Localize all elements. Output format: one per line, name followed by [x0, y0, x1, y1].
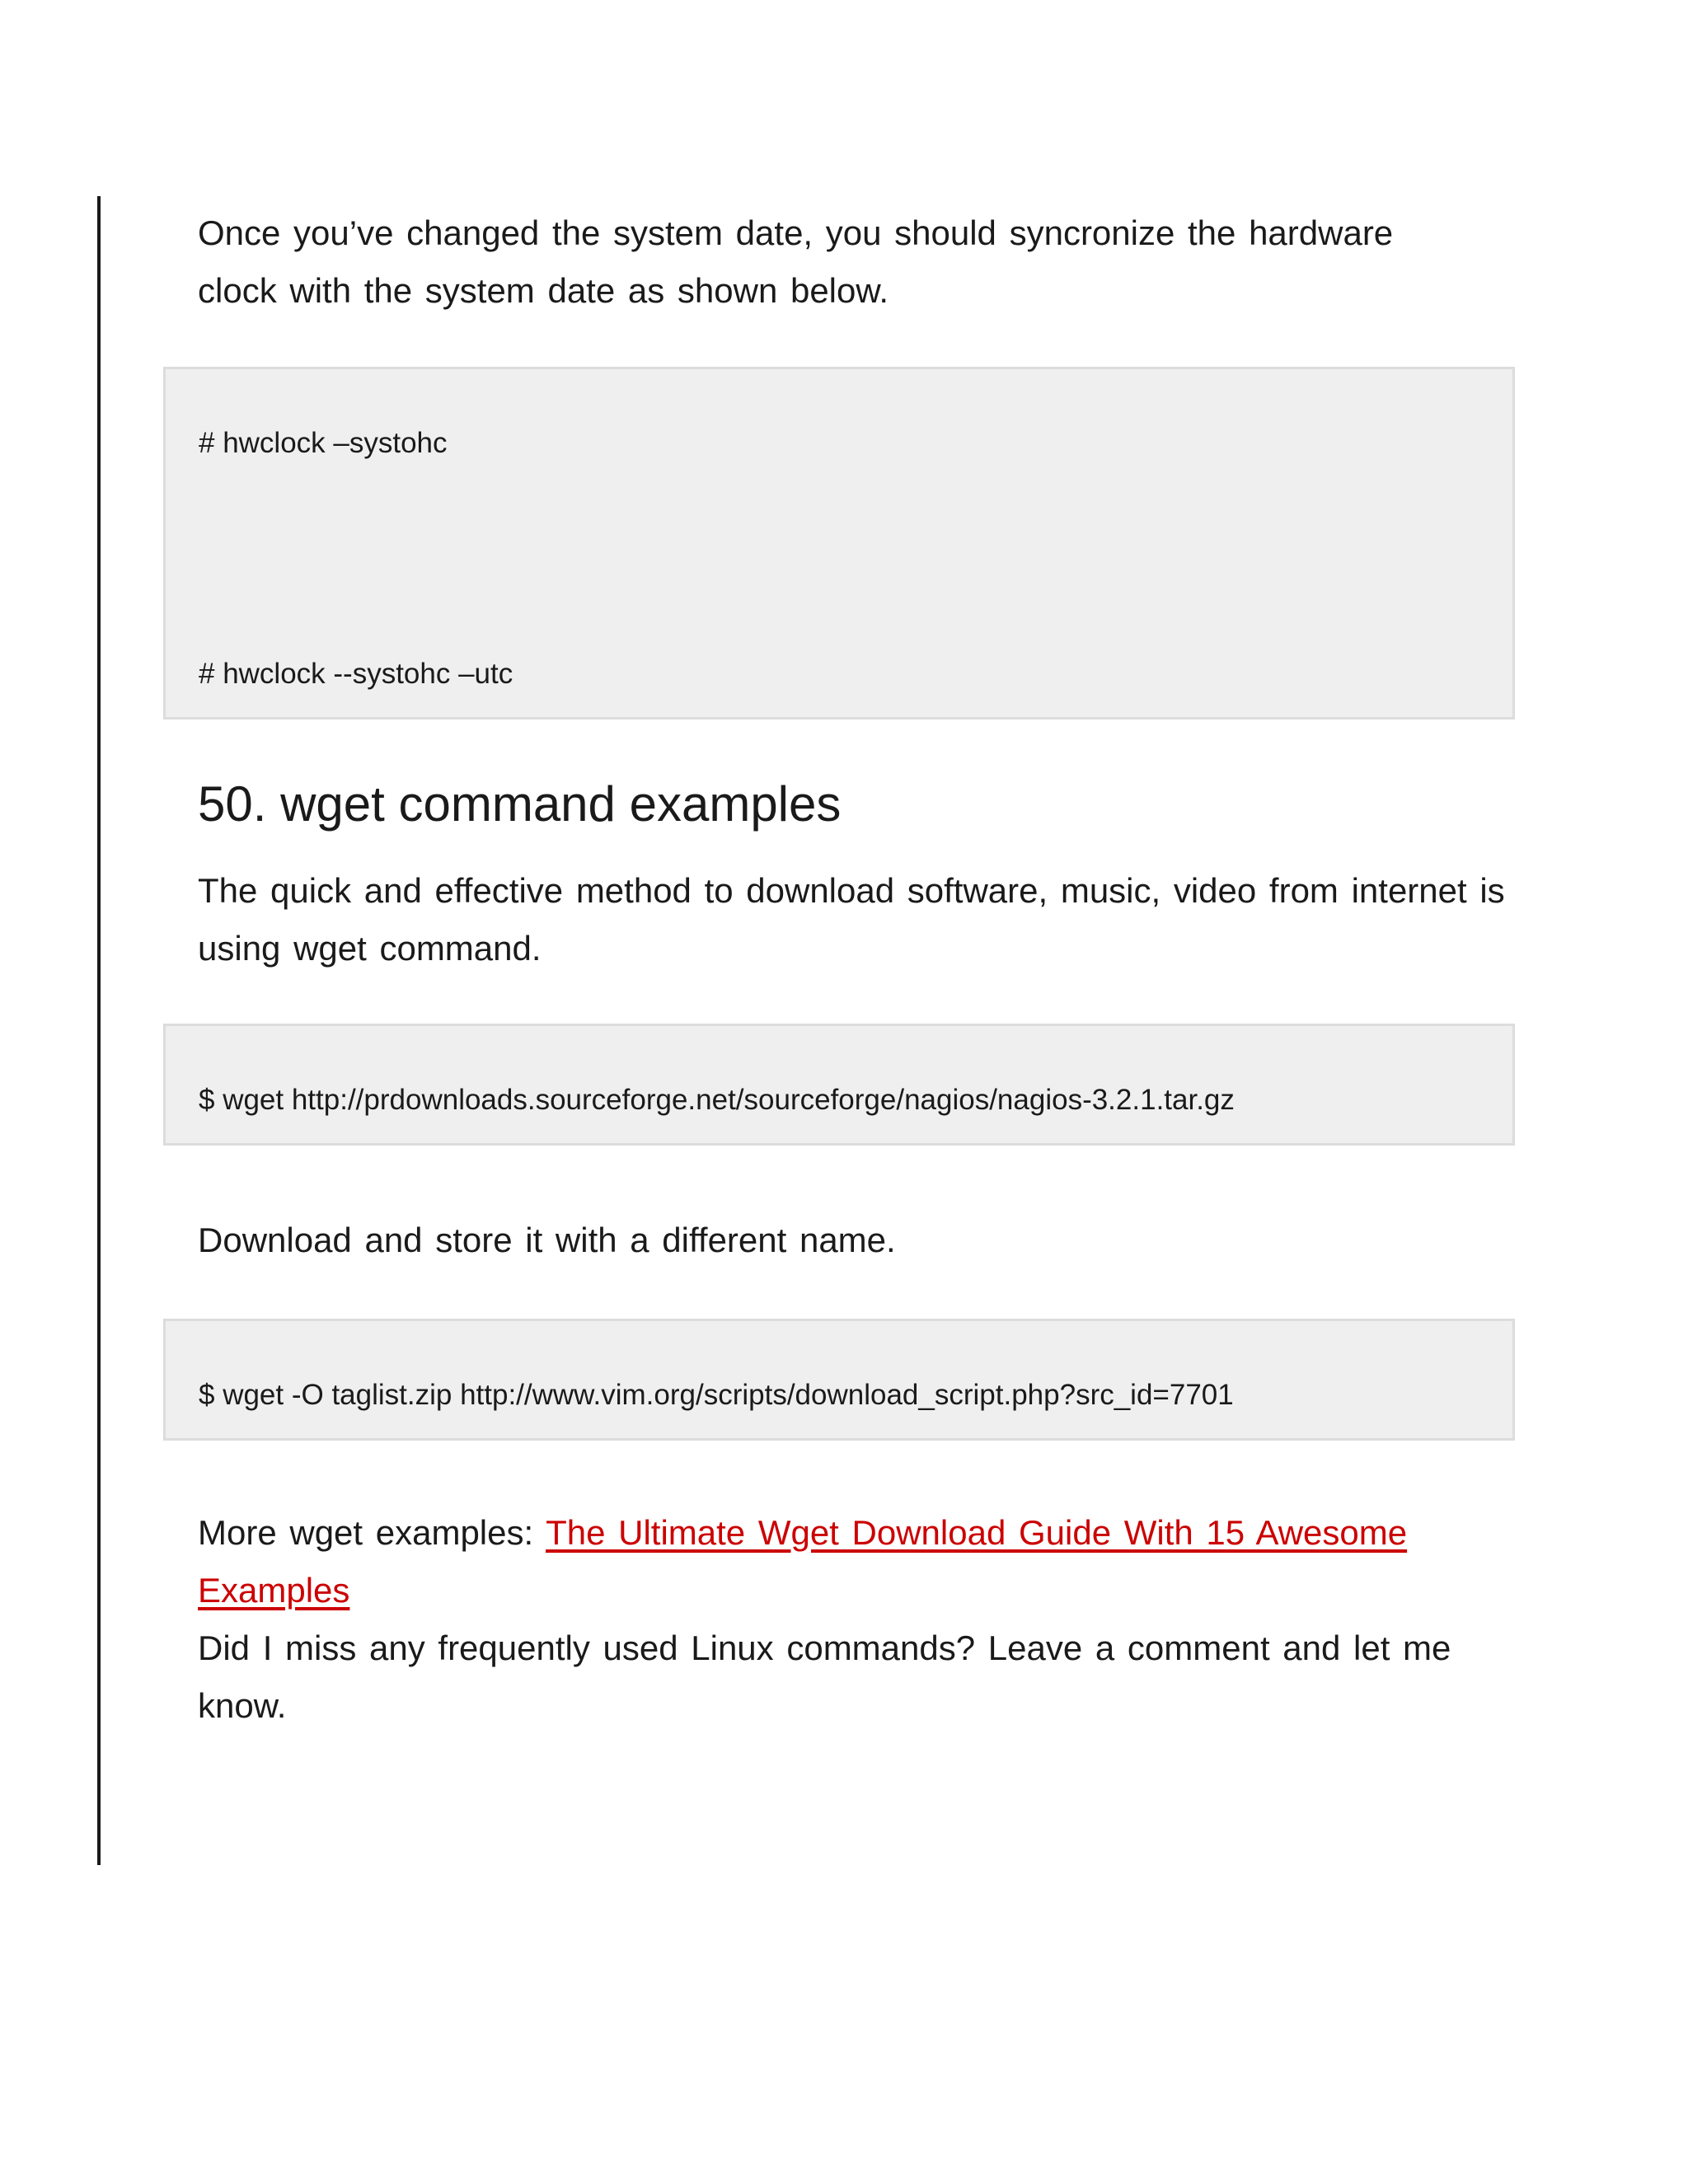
- code-block-wget-rename: [163, 1319, 1515, 1441]
- closing-paragraph: Did I miss any frequently used Linux commands? Leave a comment and let me know.: [198, 1629, 1451, 1725]
- wget-guide-link[interactable]: The Ultimate Wget Download Guide With 15 Awesome Examples: [198, 1513, 1408, 1610]
- more-examples-paragraph: [198, 1504, 1434, 1619]
- section-heading-wget: 50. wget command examples: [198, 776, 842, 832]
- code-line-hwclock-utc: # hwclock --systohc –utc: [199, 658, 513, 690]
- left-margin-rule: [97, 196, 101, 1865]
- code-block-wget-download: [163, 1024, 1515, 1146]
- code-line-hwclock-systohc: # hwclock –systohc: [199, 427, 448, 459]
- code-line-wget-taglist: $ wget -O taglist.zip http://www.vim.org/scripts/download_script.php?src_id=7701: [199, 1379, 1234, 1411]
- download-rename-paragraph: Download and store it with a different name.: [198, 1221, 896, 1259]
- more-examples-prefix: More wget examples:: [198, 1513, 546, 1552]
- intro-paragraph: Once you’ve changed the system date, you should syncronize the hardware clock with the system date as shown below.: [198, 213, 1394, 310]
- wget-intro-paragraph: The quick and effective method to download software, music, video from internet is using wget command.: [198, 871, 1505, 968]
- code-block-hwclock: [163, 367, 1515, 719]
- code-line-wget-nagios: $ wget http://prdownloads.sourceforge.net/sourceforge/nagios/nagios-3.2.1.tar.gz: [199, 1084, 1235, 1116]
